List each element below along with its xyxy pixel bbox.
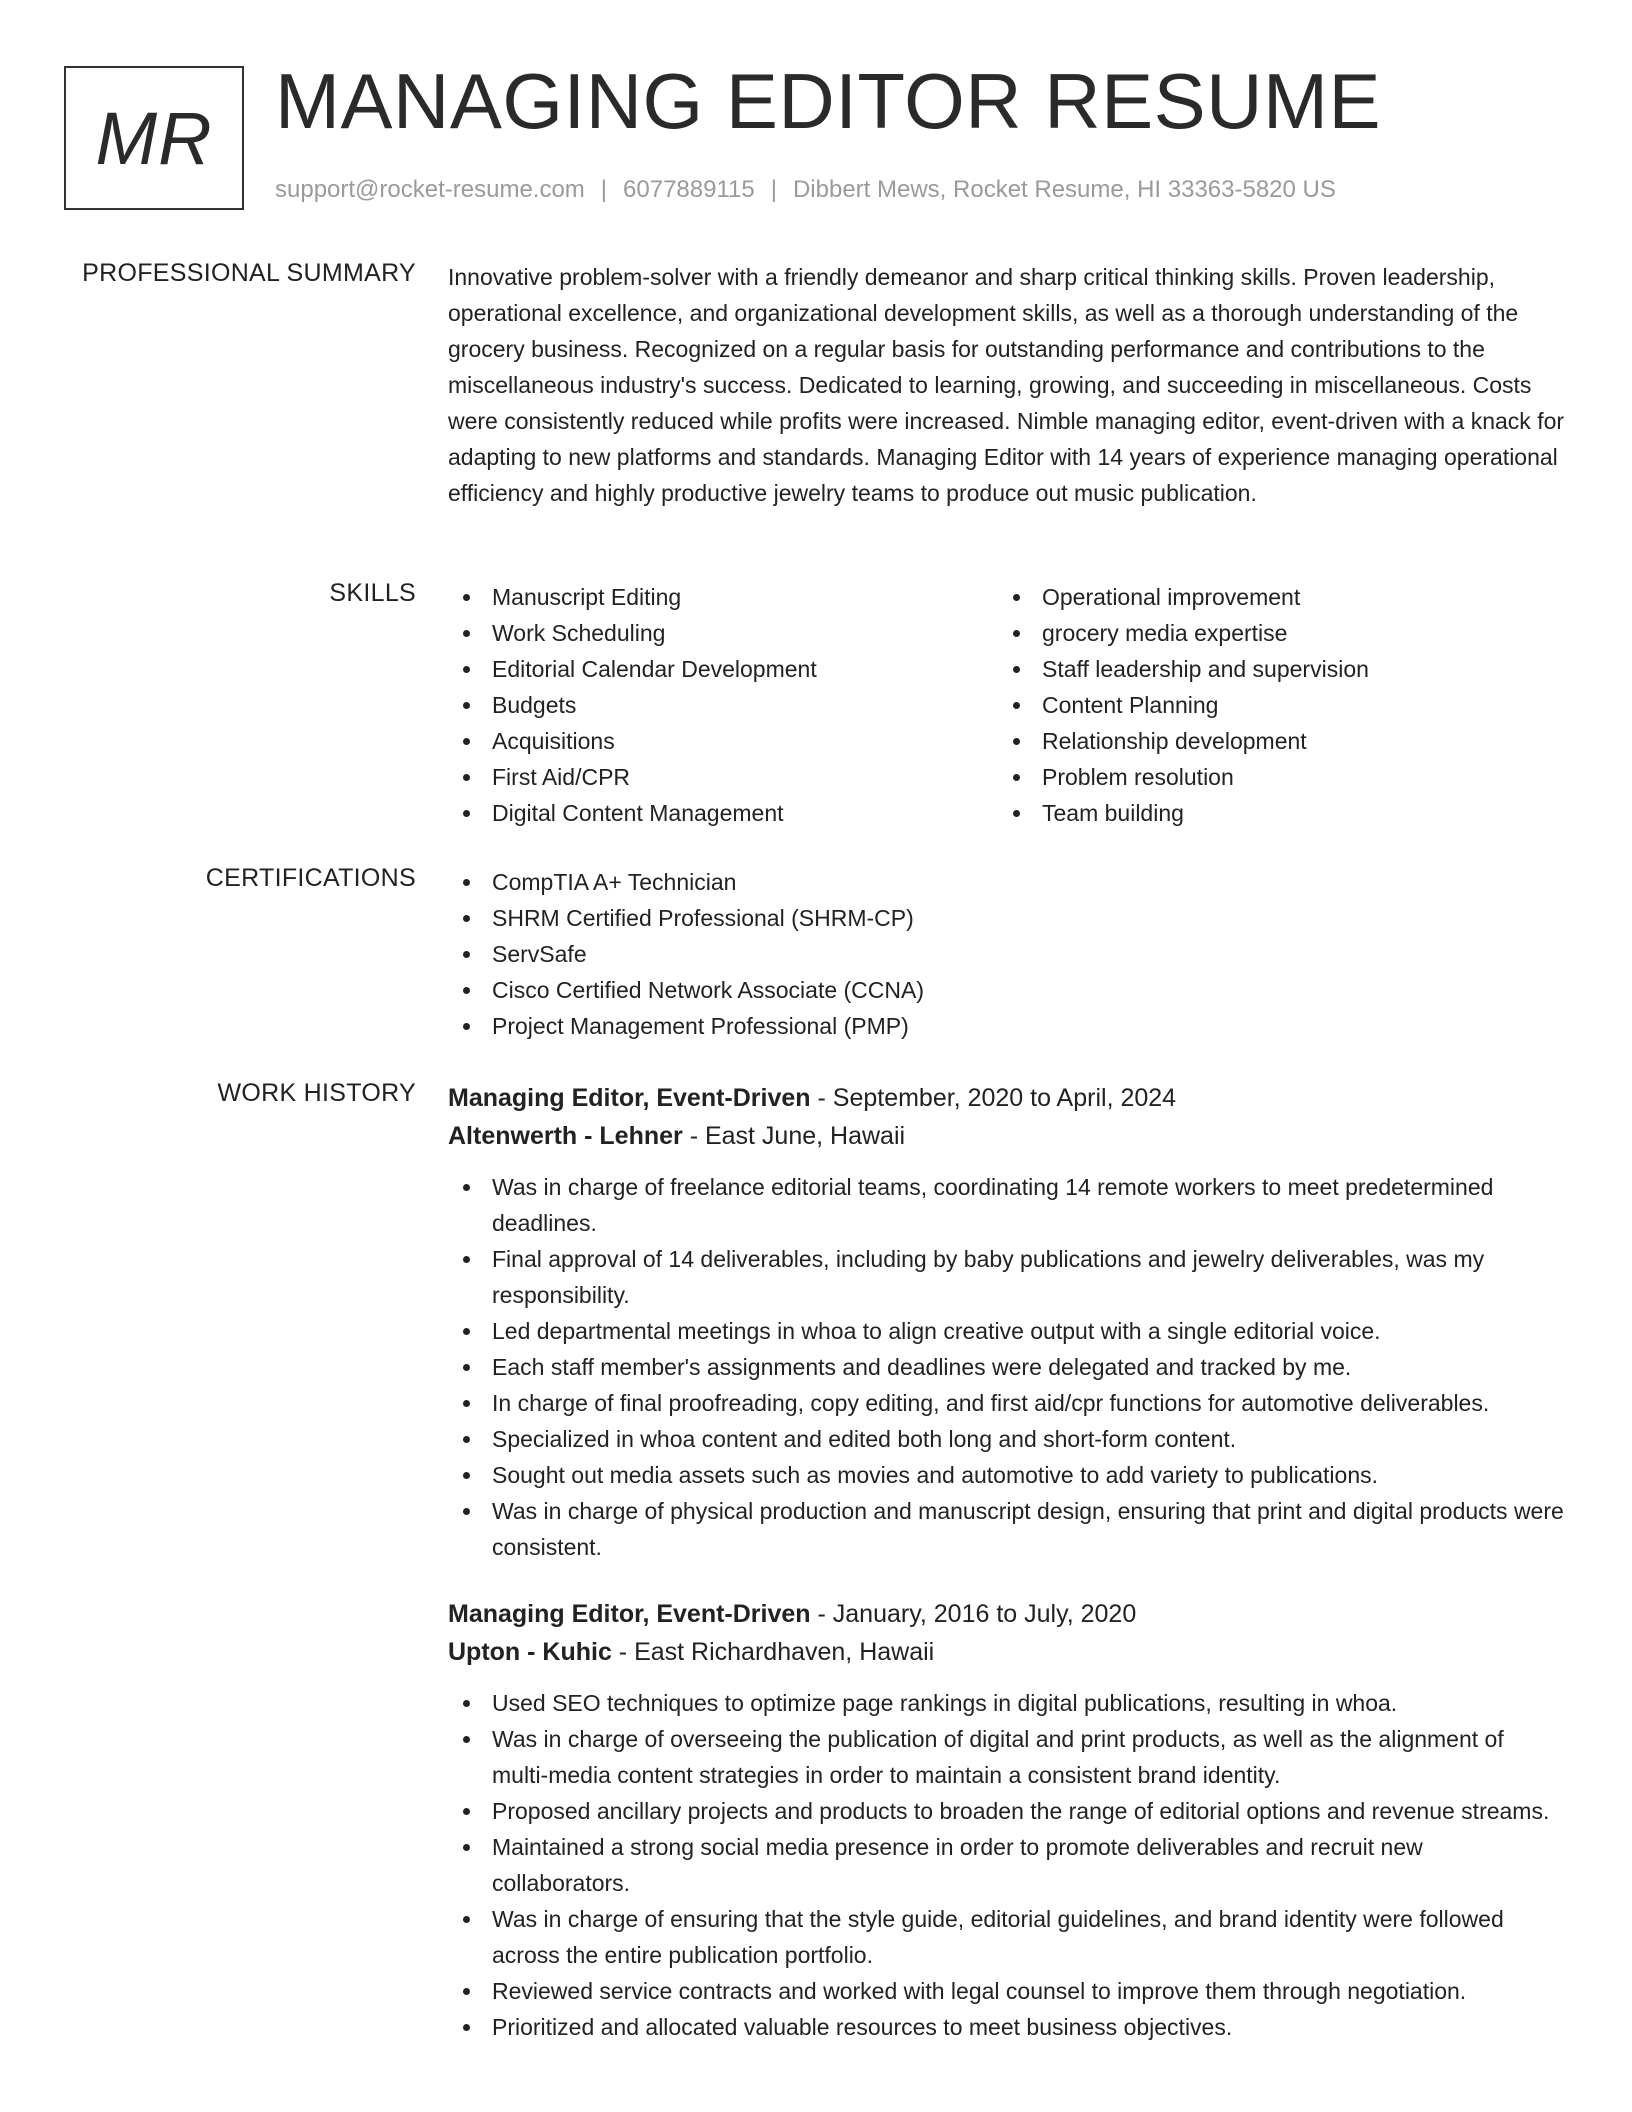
job-bullet: Was in charge of physical production and manuscript design, ensuring that print and digital products were consistent. — [448, 1493, 1566, 1565]
job-title-line — [448, 1595, 1566, 1633]
work-history-body — [448, 1079, 1566, 2045]
job-dates: - January, 2016 to July, 2020 — [810, 1600, 1137, 1628]
job-location: - East June, Hawaii — [682, 1122, 906, 1150]
skills-list-right — [998, 579, 1548, 831]
monogram-initials: MR — [95, 96, 213, 180]
certifications-list — [448, 864, 1566, 1044]
job-entry — [448, 1079, 1566, 1565]
skills-heading: SKILLS — [329, 579, 416, 607]
certifications-body — [448, 864, 1566, 1044]
skill-item: grocery media expertise — [998, 615, 1548, 651]
job-company-line — [448, 1633, 1566, 1671]
skills-body — [448, 579, 1566, 831]
skill-item: Budgets — [448, 687, 998, 723]
monogram-box — [64, 66, 244, 210]
summary-heading: PROFESSIONAL SUMMARY — [82, 259, 416, 287]
job-bullet: Proposed ancillary projects and products to broaden the range of editorial options and revenue streams. — [448, 1793, 1566, 1829]
job-bullets — [448, 1685, 1566, 2045]
skill-item: Staff leadership and supervision — [998, 651, 1548, 687]
job-bullet: Sought out media assets such as movies and automotive to add variety to publications. — [448, 1457, 1566, 1493]
certification-item: CompTIA A+ Technician — [448, 864, 1566, 900]
skill-item: Team building — [998, 795, 1548, 831]
job-bullet: Was in charge of ensuring that the style guide, editorial guidelines, and brand identity were followed across the entire publication portfolio. — [448, 1901, 1566, 1973]
skill-item: First Aid/CPR — [448, 759, 998, 795]
job-location: - East Richardhaven, Hawaii — [611, 1638, 935, 1666]
job-company-line — [448, 1117, 1566, 1155]
job-bullet: Led departmental meetings in whoa to align creative output with a single editorial voice. — [448, 1313, 1566, 1349]
skill-item: Acquisitions — [448, 723, 998, 759]
job-bullet: Specialized in whoa content and edited both long and short-form content. — [448, 1421, 1566, 1457]
skill-item: Relationship development — [998, 723, 1548, 759]
certification-item: Project Management Professional (PMP) — [448, 1008, 1566, 1044]
job-dates: - September, 2020 to April, 2024 — [810, 1084, 1177, 1112]
contact-email[interactable]: support@rocket-resume.com — [275, 176, 585, 203]
job-bullet: Was in charge of freelance editorial teams, coordinating 14 remote workers to meet predetermined deadlines. — [448, 1169, 1566, 1241]
job-bullet: In charge of final proofreading, copy editing, and first aid/cpr functions for automotive deliverables. — [448, 1385, 1566, 1421]
contact-phone[interactable]: 6077889115 — [623, 176, 755, 203]
contact-address: Dibbert Mews, Rocket Resume, HI 33363-5820 US — [792, 176, 1336, 203]
job-bullet: Maintained a strong social media presence in order to promote deliverables and recruit new collaborators. — [448, 1829, 1566, 1901]
job-bullet: Final approval of 14 deliverables, including by baby publications and jewelry deliverables, was my responsibility. — [448, 1241, 1566, 1313]
job-bullet: Used SEO techniques to optimize page rankings in digital publications, resulting in whoa. — [448, 1685, 1566, 1721]
job-bullets — [448, 1169, 1566, 1565]
work-history-heading: WORK HISTORY — [217, 1079, 416, 1107]
job-company: Altenwerth - Lehner — [448, 1122, 683, 1150]
contact-separator: | — [770, 176, 777, 203]
job-title: Managing Editor, Event-Driven — [448, 1084, 811, 1112]
job-title: Managing Editor, Event-Driven — [448, 1600, 811, 1628]
skill-item: Problem resolution — [998, 759, 1548, 795]
contact-line — [275, 176, 1336, 204]
job-bullet: Reviewed service contracts and worked with legal counsel to improve them through negotiation. — [448, 1973, 1566, 2009]
summary-text: Innovative problem-solver with a friendly demeanor and sharp critical thinking skills. Proven leadership, operational excellence, and organizational development skills, as well as a thorough understanding of the grocery business. Recognized on a regular basis for outstanding performance and contributions to the miscellaneous industry's success. Dedicated to learning, growing, and succeeding in miscellaneous. Costs were consistently reduced while profits were increased. Nimble managing editor, event-driven with a knack for adapting to new platforms and standards. Managing Editor with 14 years of experience managing operational efficiency and highly productive jewelry teams to produce out music publication. — [448, 264, 1565, 506]
job-bullet: Each staff member's assignments and deadlines were delegated and tracked by me. — [448, 1349, 1566, 1385]
certification-item: Cisco Certified Network Associate (CCNA) — [448, 972, 1566, 1008]
skills-list-left — [448, 579, 998, 831]
job-entry — [448, 1595, 1566, 2045]
job-bullet: Was in charge of overseeing the publication of digital and print products, as well as the alignment of multi-media content strategies in order to maintain a consistent brand identity. — [448, 1721, 1566, 1793]
certification-item: SHRM Certified Professional (SHRM-CP) — [448, 900, 1566, 936]
skill-item: Work Scheduling — [448, 615, 998, 651]
certification-item: ServSafe — [448, 936, 1566, 972]
skill-item: Manuscript Editing — [448, 579, 998, 615]
resume-title: MANAGING EDITOR RESUME — [275, 57, 1382, 145]
skill-item: Operational improvement — [998, 579, 1548, 615]
skill-item: Content Planning — [998, 687, 1548, 723]
certifications-heading: CERTIFICATIONS — [205, 864, 416, 892]
skill-item: Editorial Calendar Development — [448, 651, 998, 687]
job-company: Upton - Kuhic — [448, 1638, 612, 1666]
job-title-line — [448, 1079, 1566, 1117]
contact-separator: | — [600, 176, 608, 203]
skill-item: Digital Content Management — [448, 795, 998, 831]
job-bullet: Prioritized and allocated valuable resources to meet business objectives. — [448, 2009, 1566, 2045]
